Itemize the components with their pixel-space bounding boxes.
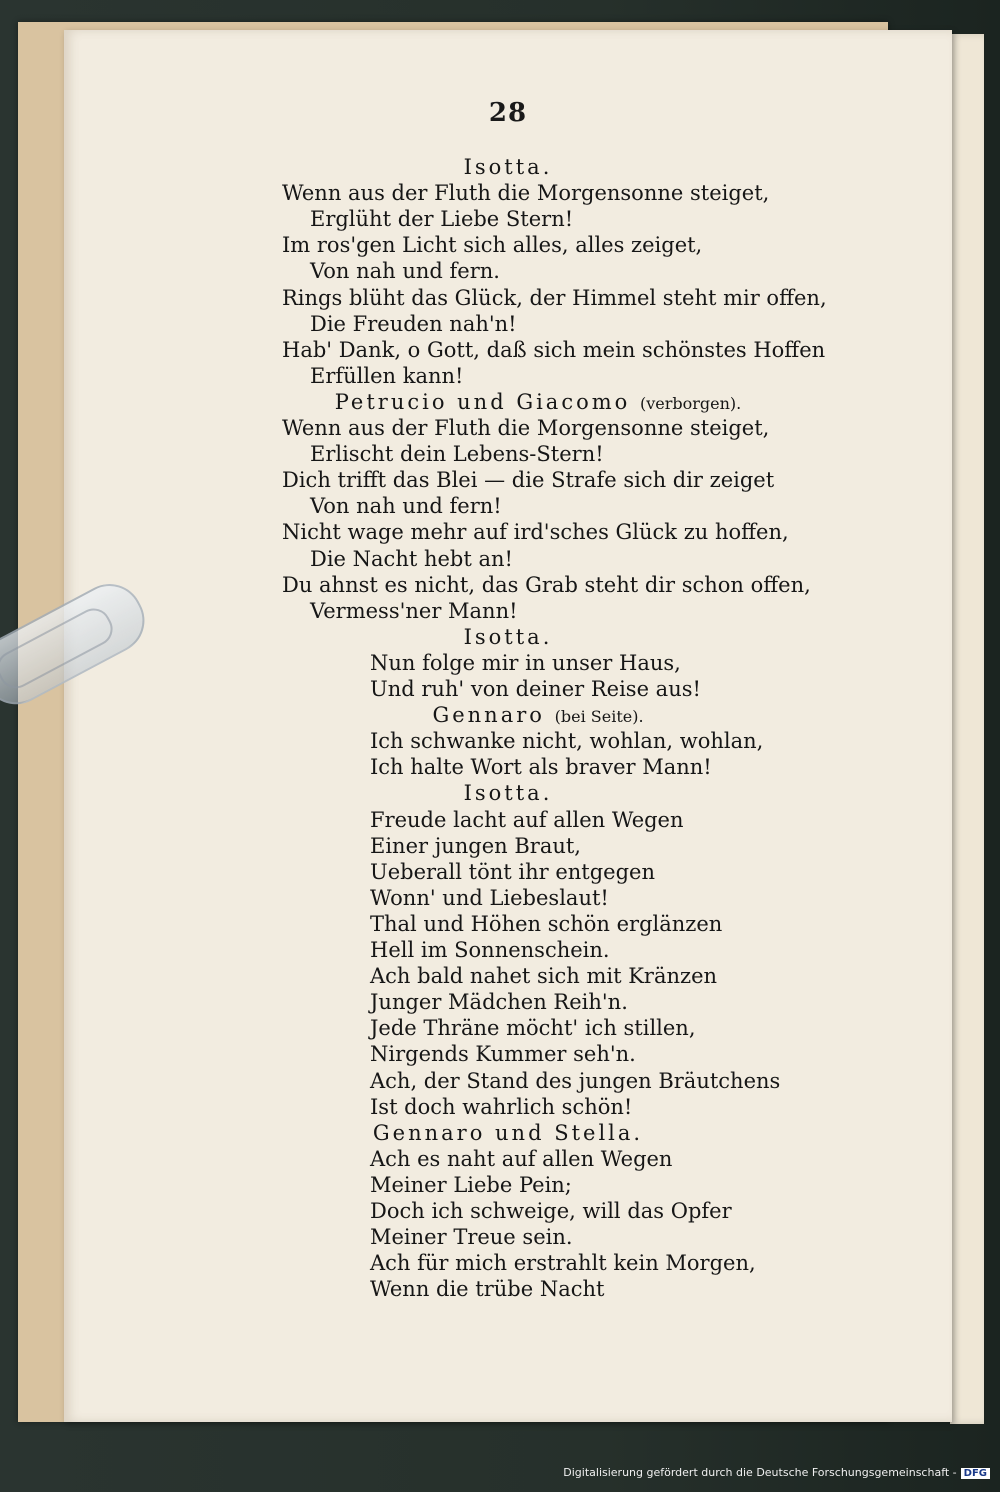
line-text: Und ruh' von deiner Reise aus! [370,677,701,701]
stage-direction: (verborgen). [639,393,742,413]
verse-line [310,311,517,337]
line-text: Ach es naht auf allen Wegen [370,1146,673,1171]
verse-line [310,598,518,624]
verse-line [370,1041,636,1067]
verse-line [310,258,500,284]
verse-line [282,285,827,311]
line-text: Erfüllen kann! [310,363,464,388]
speaker-name [64,624,952,650]
verse-line [310,363,463,389]
verse-line [310,493,502,519]
line-text: Wenn aus der Fluth die Morgensonne steiget, [282,181,770,206]
line-text: Ich halte Wort als braver Mann! [370,755,712,780]
line-text: Nun folge mir in unser Haus, [370,650,681,675]
line-text: Freude lacht auf allen Wegen [370,807,684,832]
verse-line [370,1224,573,1250]
verse-line [282,415,769,441]
verse-line [282,337,825,363]
speaker-name [64,154,952,180]
verse-line [370,1094,632,1120]
line-text: Isotta. [463,624,553,649]
line-text: Rings blüht das Glück, der Himmel steht mir offen, [282,285,827,310]
line-text: Nicht wage mehr auf ird'sches Glück zu hoffen, [282,520,789,545]
line-text: Isotta. [463,155,553,179]
verse-line [370,754,712,780]
page-number: 28 [488,98,528,128]
digitization-credit [563,1466,990,1479]
speaker-name [64,780,952,806]
line-text: Erlischt dein Lebens-Stern! [310,442,604,467]
verse-line [370,728,763,754]
line-text: Die Freuden nah'n! [310,311,517,336]
speaker-name [64,389,952,417]
verse-line [282,519,789,545]
line-text: Ach für mich erstrahlt kein Morgen, [370,1251,756,1276]
verse-line [370,1068,780,1094]
line-text: Junger Mädchen Reih'n. [370,990,628,1015]
verse-line [370,1015,696,1041]
line-text: Dich trifft das Blei — die Strafe sich dir zeiget [282,468,775,493]
line-text: Wonn' und Liebeslaut! [370,885,609,910]
verse-line [282,572,811,598]
line-text: Ach, der Stand des jungen Bräutchens [370,1068,781,1093]
verse-line [370,676,701,702]
adjacent-page-edge [950,34,984,1424]
line-text: Gennaro und Stella. [372,1120,644,1145]
verse-line [370,989,628,1015]
line-text: Isotta. [463,781,553,806]
line-text: Einer jungen Braut, [370,833,581,858]
line-text: Du ahnst es nicht, das Grab steht dir schon offen, [282,572,811,597]
credit-text: Digitalisierung gefördert durch die Deutsche Forschungsgemeinschaft - [563,1466,957,1479]
line-text: Die Nacht hebt an! [310,546,513,571]
line-text: Ueberall tönt ihr entgegen [370,859,655,884]
dfg-logo: DFG [961,1468,990,1479]
line-text: Im ros'gen Licht sich alles, alles zeiget, [282,233,703,258]
speaker-name [64,702,952,730]
verse-line [370,1146,672,1172]
line-text: Doch ich schweige, will das Opfer [370,1199,732,1223]
verse-line [370,885,609,911]
line-text: Meiner Treue sein. [370,1225,573,1250]
speaker-name [64,1120,952,1146]
verse-line [370,1276,604,1302]
verse-line [310,441,604,467]
book-page [64,30,952,1422]
verse-line [370,1198,732,1224]
verse-line [370,937,610,963]
line-text: Thal und Höhen schön erglänzen [370,911,723,936]
verse-line [370,807,684,833]
line-text: Vermess'ner Mann! [310,598,518,623]
line-text: Nirgends Kummer seh'n. [370,1042,636,1067]
verse-line [370,859,655,885]
line-text: Von nah und fern! [310,494,502,519]
line-text: Wenn aus der Fluth die Morgensonne steiget, [282,416,770,440]
verse-line [282,232,702,258]
line-text: Wenn die trübe Nacht [370,1277,605,1302]
verse-line [370,833,581,859]
stage-direction: (bei Seite). [554,707,644,727]
verse-line [282,467,774,493]
verse-line [370,963,717,989]
line-text: Ist doch wahrlich schön! [370,1094,633,1119]
verse-line [370,650,681,676]
line-text: Erglüht der Liebe Stern! [310,207,574,232]
line-text: Hell im Sonnenschein. [370,938,610,962]
line-text: Gennaro [432,703,545,728]
line-text: Hab' Dank, o Gott, daß sich mein schönstes Hoffen [282,337,826,362]
line-text: Ach bald nahet sich mit Kränzen [370,964,718,989]
verse-line [310,546,513,572]
line-text: Jede Thräne möcht' ich stillen, [370,1016,696,1041]
verse-line [370,1172,572,1198]
verse-line [282,180,769,206]
verse-line [310,206,573,232]
line-text: Meiner Liebe Pein; [370,1172,572,1197]
line-text: Ich schwanke nicht, wohlan, wohlan, [370,729,764,754]
verse-line [370,1250,756,1276]
line-text: Von nah und fern. [310,259,500,284]
line-text: Petrucio und Giacomo [334,389,631,414]
verse-line [370,911,722,937]
